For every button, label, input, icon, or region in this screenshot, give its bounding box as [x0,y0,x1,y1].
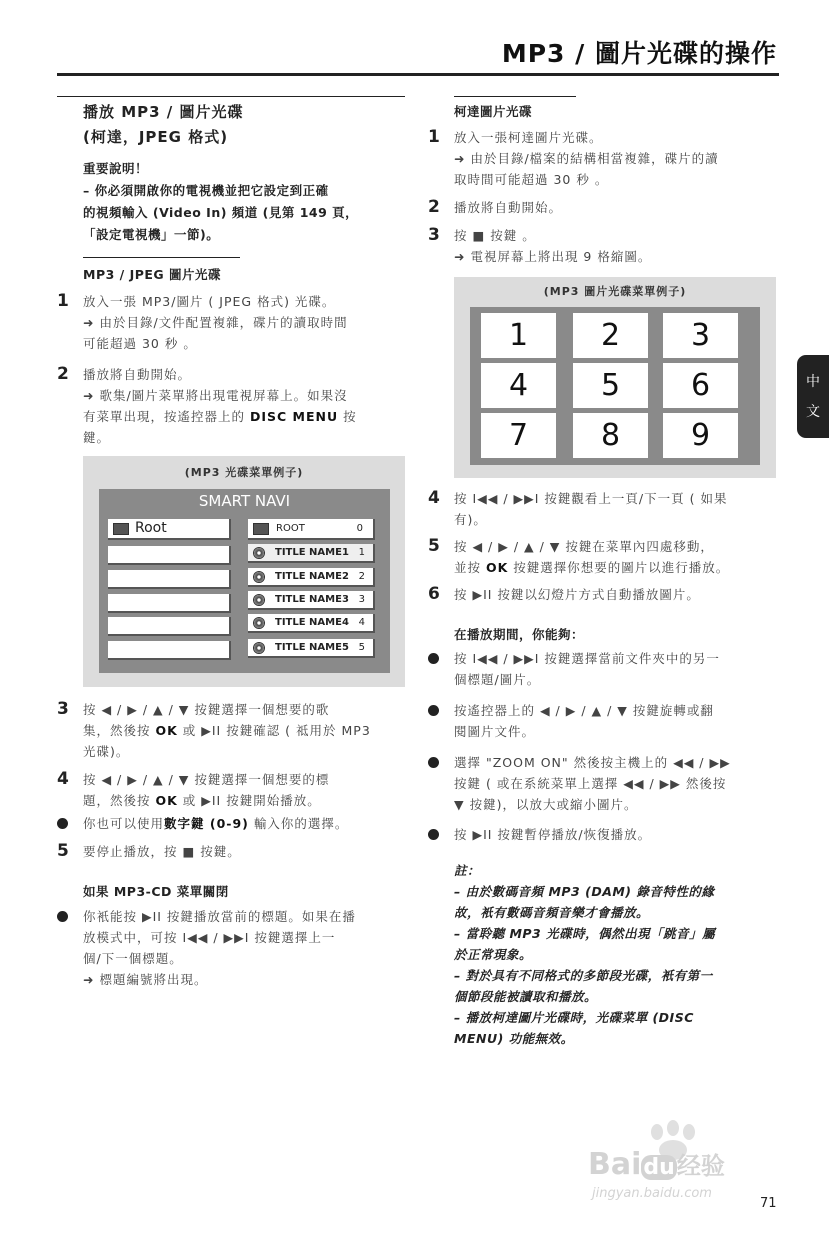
step-line [83,406,407,427]
step-number: 3 [428,225,441,245]
step-line: 按 ▶II 按鍵以幻燈片方式自動播放圖片。 [454,587,700,602]
title-entry [248,568,375,587]
title-number: 2 [358,571,365,582]
watermark-logo [588,1146,725,1182]
step-text: 有菜單出現，按遙控器上的 [83,409,246,424]
step-number: 3 [57,699,70,719]
step-text: 或 ▶II 按鍵開始播放。 [177,793,321,808]
step-4 [428,488,780,530]
root-label: Root [135,520,167,536]
step-line: 放入一張 MP3/圖片 ( JPEG 格式) 光碟。 [83,294,336,309]
title-number: 5 [358,642,365,653]
step-5 [57,841,407,862]
notes [454,860,780,1049]
title-label: TITLE NAME3 [275,594,349,605]
bullet-icon [428,653,439,664]
thumbnail: 7 [481,413,556,458]
empty-entry [108,641,231,660]
step-text: 並按 [454,560,486,575]
step-line: 播放將自動開始。 [454,200,563,215]
thumbnail: 2 [573,313,648,358]
title-entry [248,591,375,610]
thumbnail: 1 [481,313,556,358]
language-tab [797,355,829,438]
step-number: 4 [428,488,441,508]
step-line [454,557,780,578]
step-line: 按 ■ 按鍵 。 [454,228,536,243]
mp3-menu-example [83,456,405,687]
note-line: – 當聆聽 MP3 光碟時，偶然出現「跳音」屬 [454,926,716,941]
title-entry [248,639,375,658]
step-line: ➜ 電視屏幕上將出現 9 格縮圖。 [454,249,652,264]
step-line: 播放將自動開始。 [83,367,192,382]
thumbnail-grid [470,307,760,465]
step-line [83,720,407,741]
note-line: 於正常現象。 [454,947,533,962]
subsection-heading: 柯達圖片光碟 [454,104,533,119]
title-label: TITLE NAME4 [275,617,349,628]
title-label: TITLE NAME1 [275,547,349,558]
title-entry [248,614,375,633]
menu-caption: (MP3 圖片光碟菜單例子) [543,285,687,298]
step-line: ▼ 按鍵)，以放大或縮小圖片。 [454,797,638,812]
step-number: 4 [57,769,70,789]
menu-caption: (MP3 光碟菜單例子) [184,466,304,479]
step-number: 1 [428,127,441,147]
step-4 [57,769,407,811]
step-number: 5 [57,841,70,861]
subsection-heading: 如果 MP3-CD 菜單關閉 [83,884,229,899]
root-count: 0 [356,523,363,534]
title-entry [248,544,375,563]
step-text: 題，然後按 [83,793,156,808]
step-line: 按 ▶II 按鍵暫停播放/恢復播放。 [454,827,652,842]
bullet-icon [57,818,68,829]
left-column [57,96,407,990]
step-line: ➜ 標題編號將出現。 [83,972,208,987]
bullet-icon [57,911,68,922]
digit-keys: 數字鍵 (0-9) [164,816,249,831]
step-text: 或 ▶II 按鍵確認 ( 祗用於 MP3 [177,723,371,738]
watermark-text: 经验 [676,1152,725,1180]
step-line: 可能超過 30 秒 。 [83,336,197,351]
subsection-rule [454,96,576,97]
note-line: 個節段能被讀取和播放。 [454,989,598,1004]
smart-navi-title: SMART NAVI [198,492,291,510]
section-subheading: (柯達，JPEG 格式) [83,128,229,146]
step-line: 有)。 [454,512,487,527]
step-text: 按 [338,409,357,424]
step-line: 選擇 "ZOOM ON" 然後按主機上的 ◀◀ / ▶▶ [454,755,731,770]
important-line: – 你必須開啟你的電視機並把它設定到正確 [83,183,329,198]
step-text: 輸入你的選擇。 [248,816,349,831]
section-heading: 播放 MP3 / 圖片光碟 [83,103,244,121]
title-number: 1 [358,547,365,558]
note-line: MENU) 功能無效。 [454,1031,574,1046]
step-line: 按遙控器上的 ◀ / ▶ / ▲ / ▼ 按鍵旋轉或翻 [454,703,714,718]
step-1 [57,291,407,354]
title-rule [57,73,779,76]
bullet-icon [428,829,439,840]
step-number: 1 [57,291,70,311]
menu-off-bullet [57,906,407,990]
cd-icon [253,547,265,559]
root-entry-right [248,519,375,540]
step-line: 按 I◀◀ / ▶▶I 按鍵選擇當前文件夾中的另一 [454,651,720,666]
ok-key: OK [485,560,509,575]
step-line: 取時間可能超過 30 秒 。 [454,172,609,187]
smart-navi-screen [99,489,390,673]
step-line: 個標題/圖片。 [454,672,541,687]
kodak-steps [428,127,780,267]
note-line: – 由於數碼音頻 MP3 (DAM) 錄音特性的緣 [454,884,715,899]
empty-entry [108,594,231,613]
step-line [83,813,407,834]
picture-menu-example [454,277,776,478]
important-line: 的視頻輸入 (Video In) 頻道 (見第 149 頁， [83,205,359,220]
note-line: – 播放柯達圖片光碟時，光碟菜單 (DISC [454,1010,694,1025]
page-title: MP3 / 圖片光碟的操作 [501,39,777,68]
subsection-heading: MP3 / JPEG 圖片光碟 [83,267,222,282]
thumbnail: 9 [663,413,738,458]
step-line: 按 ◀ / ▶ / ▲ / ▼ 按鍵選擇一個想要的標 [83,772,330,787]
disc-menu-key: DISC MENU [250,409,339,424]
cd-icon [253,571,265,583]
during-bullet [428,824,780,845]
steps-a [57,291,407,448]
step-3 [57,699,407,762]
bullet-digit-keys [57,813,407,834]
note-title: 註： [454,863,481,878]
right-column [428,96,780,1049]
language-tab-char: 文 [806,404,820,420]
title-number: 3 [358,594,365,605]
step-line: 按鍵 ( 或在系統菜單上選擇 ◀◀ / ▶▶ 然後按 [454,776,727,791]
step-6 [428,584,780,605]
step-line: 光碟)。 [83,744,130,759]
watermark-url: jingyan.baidu.com [592,1186,712,1201]
page-number: 71 [760,1196,777,1211]
ok-key: OK [155,793,178,808]
step-line: 要停止播放，按 ■ 按鍵。 [83,844,241,859]
cd-icon [253,617,265,629]
step-line: 按 ◀ / ▶ / ▲ / ▼ 按鍵選擇一個想要的歌 [83,702,330,717]
step-number: 5 [428,536,441,556]
step-line: 個/下一個標題。 [83,951,183,966]
during-bullet [428,648,780,690]
heading-rule [57,96,405,97]
cd-icon [253,642,265,654]
step-line: 放入一張柯達圖片光碟。 [454,130,603,145]
thumbnail: 3 [663,313,738,358]
root-label: ROOT [276,523,305,534]
thumbnail: 5 [573,363,648,408]
step-number: 6 [428,584,441,604]
title-label: TITLE NAME2 [275,571,349,582]
step-number: 2 [57,364,70,384]
step-line: 你衹能按 ▶II 按鍵播放當前的標題。如果在播 [83,909,356,924]
step-line: 按 I◀◀ / ▶▶I 按鍵觀看上一頁/下一頁 ( 如果 [454,491,728,506]
bullet-icon [428,705,439,716]
cd-icon [253,594,265,606]
step-number: 2 [428,197,441,217]
step-2 [57,364,407,448]
bullet-icon [428,757,439,768]
step-line: 鍵。 [83,430,111,445]
important-title: 重要說明！ [83,161,149,176]
step-5 [428,536,780,578]
picture-steps [428,488,780,1049]
step-3 [428,225,780,267]
step-1 [428,127,780,190]
important-line: 「設定電視機」一節)。 [83,227,220,242]
empty-entry [108,617,231,636]
language-tab-char: 中 [806,374,820,390]
note-line: – 對於具有不同格式的多節段光碟，衹有第一 [454,968,713,983]
subsection-rule [83,257,240,258]
empty-entry [108,546,231,565]
thumbnail: 4 [481,363,556,408]
step-line: ➜ 由於目錄/文件配置複雜，碟片的讀取時間 [83,315,348,330]
watermark-text: du [643,1155,675,1180]
during-bullet [428,700,780,742]
step-line: 閱圖片文件。 [454,724,536,739]
step-line: 放模式中，可按 I◀◀ / ▶▶I 按鍵選擇上一 [83,930,336,945]
folder-icon [113,523,129,535]
ok-key: OK [155,723,178,738]
step-line [83,790,407,811]
thumbnail: 6 [663,363,738,408]
title-number: 4 [358,617,365,628]
step-text: 你也可以使用 [83,816,165,831]
during-playback-heading: 在播放期間，你能夠： [454,627,585,642]
step-line: ➜ 歌集/圖片菜單將出現電視屏幕上。如果沒 [83,388,348,403]
step-line: 按 ◀ / ▶ / ▲ / ▼ 按鍵在菜單內四處移動， [454,539,714,554]
step-2 [428,197,780,218]
empty-entry [108,570,231,589]
during-bullet [428,752,780,815]
title-label: TITLE NAME5 [275,642,349,653]
step-text: 按鍵選擇你想要的圖片以進行播放。 [508,560,730,575]
watermark-text: Bai [588,1147,642,1182]
root-entry-left [108,519,231,540]
step-text: 集，然後按 [83,723,156,738]
important-note [83,158,407,246]
folder-icon [253,523,269,535]
note-line: 故，衹有數碼音頻音樂才會播放。 [454,905,650,920]
thumbnail: 8 [573,413,648,458]
steps-b [57,699,407,990]
step-line: ➜ 由於目錄/檔案的結構相當複雜，碟片的讀 [454,151,719,166]
